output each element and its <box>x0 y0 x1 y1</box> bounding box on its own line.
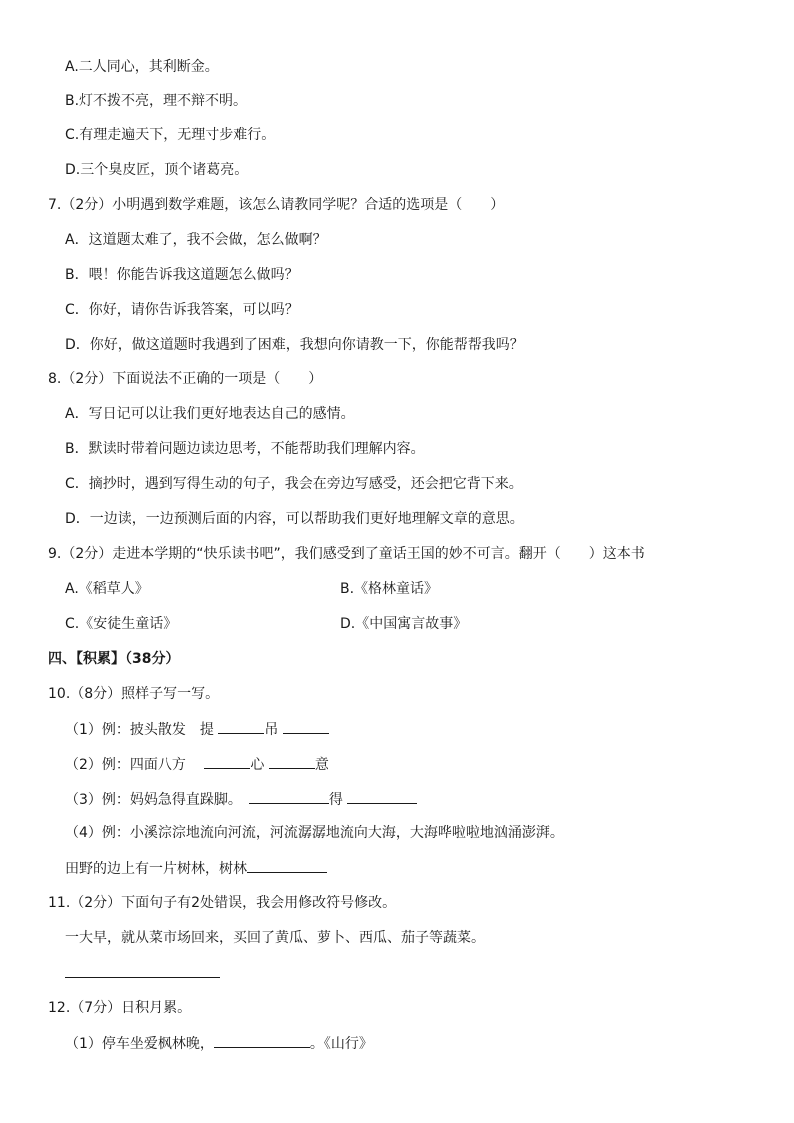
q12-item-1-suffix: 。《山行》 <box>309 1036 373 1052</box>
q10-item-2-mid: 心 <box>250 757 269 773</box>
q7-option-b: B．喂！你能告诉我这道题怎么做吗？ <box>65 267 299 283</box>
answer-blank[interactable] <box>269 754 315 769</box>
q10-item-3 <box>65 789 417 809</box>
q9-option-b: B.《格林童话》 <box>340 581 439 597</box>
q10-item-2-suffix: 意 <box>314 757 329 773</box>
q8-option-a: A．写日记可以让我们更好地表达自己的感情。 <box>65 406 355 422</box>
q10-item-2-prefix: （2）例：四面八方 <box>65 757 205 773</box>
q11-sentence: 一大早，就从菜市场回来，买回了黄瓜、萝卜、西瓜、茄子等蔬菜。 <box>65 930 485 946</box>
q10-item-3-mid: 得 <box>328 792 348 808</box>
q7-option-c: C．你好，请你告诉我答案，可以吗？ <box>65 302 299 318</box>
q10-stem: 10.（8分）照样子写一写。 <box>48 686 220 702</box>
answer-blank[interactable] <box>65 963 220 978</box>
q7-option-d: D．你好，做这道题时我遇到了困难，我想向你请教一下，你能帮帮我吗？ <box>65 337 524 353</box>
q12-item-1 <box>65 1033 373 1053</box>
q10-item-4: （4）例：小溪淙淙地流向河流，河流潺潺地流向大海，大海哗啦啦地汹涌澎湃。 <box>65 825 564 841</box>
q9-option-d: D.《中国寓言故事》 <box>340 616 468 632</box>
q10-item-2 <box>65 754 329 774</box>
q10-item-1 <box>65 719 329 739</box>
q8-option-c: C．摘抄时，遇到写得生动的句子，我会在旁边写感受，还会把它背下来。 <box>65 476 523 492</box>
q10-item-1-mid: 吊 <box>264 722 283 738</box>
q11-stem: 11.（2分）下面句子有2处错误，我会用修改符号修改。 <box>48 895 397 911</box>
q10-item-4-line2 <box>65 858 327 878</box>
q12-stem: 12.（7分）日积月累。 <box>48 1000 192 1016</box>
answer-blank[interactable] <box>218 719 264 734</box>
answer-blank[interactable] <box>347 789 417 804</box>
q7-option-a: A．这道题太难了，我不会做，怎么做啊？ <box>65 232 327 248</box>
answer-blank[interactable] <box>204 754 250 769</box>
answer-blank[interactable] <box>247 858 327 873</box>
q9-option-c: C.《安徒生童话》 <box>65 616 178 632</box>
q10-item-1-prefix: （1）例：披头散发 提 <box>65 722 219 738</box>
q7-stem: 7.（2分）小明遇到数学难题，该怎么请教同学呢？合适的选项是（ ） <box>48 197 505 213</box>
q6-option-a: A.二人同心，其利断金。 <box>65 59 219 75</box>
q9-option-a: A.《稻草人》 <box>65 581 149 597</box>
answer-blank[interactable] <box>283 719 329 734</box>
q12-item-1-prefix: （1）停车坐爱枫林晚， <box>65 1036 214 1052</box>
q11-answer-line <box>65 963 220 983</box>
q8-stem: 8.（2分）下面说法不正确的一项是（ ） <box>48 371 323 387</box>
q8-option-b: B．默读时带着问题边读边思考，不能帮助我们理解内容。 <box>65 441 425 457</box>
q9-stem: 9.（2分）走进本学期的“快乐读书吧”，我们感受到了童话王国的妙不可言。翻开（ ）这本书 <box>48 546 645 562</box>
q10-item-3-prefix: （3）例：妈妈急得直跺脚。 <box>65 792 249 808</box>
section-heading: 四、【积累】（38分） <box>48 651 180 667</box>
q10-item-4-line2-text: 田野的边上有一片树林，树林 <box>65 861 247 877</box>
q6-option-b: B.灯不拨不亮，理不辩不明。 <box>65 93 248 109</box>
q8-option-d: D．一边读，一边预测后面的内容，可以帮助我们更好地理解文章的意思。 <box>65 511 524 527</box>
answer-blank[interactable] <box>214 1033 310 1048</box>
q6-option-c: C.有理走遍天下，无理寸步难行。 <box>65 127 276 143</box>
q6-option-d: D.三个臭皮匠，顶个诸葛亮。 <box>65 162 249 178</box>
answer-blank[interactable] <box>249 789 329 804</box>
